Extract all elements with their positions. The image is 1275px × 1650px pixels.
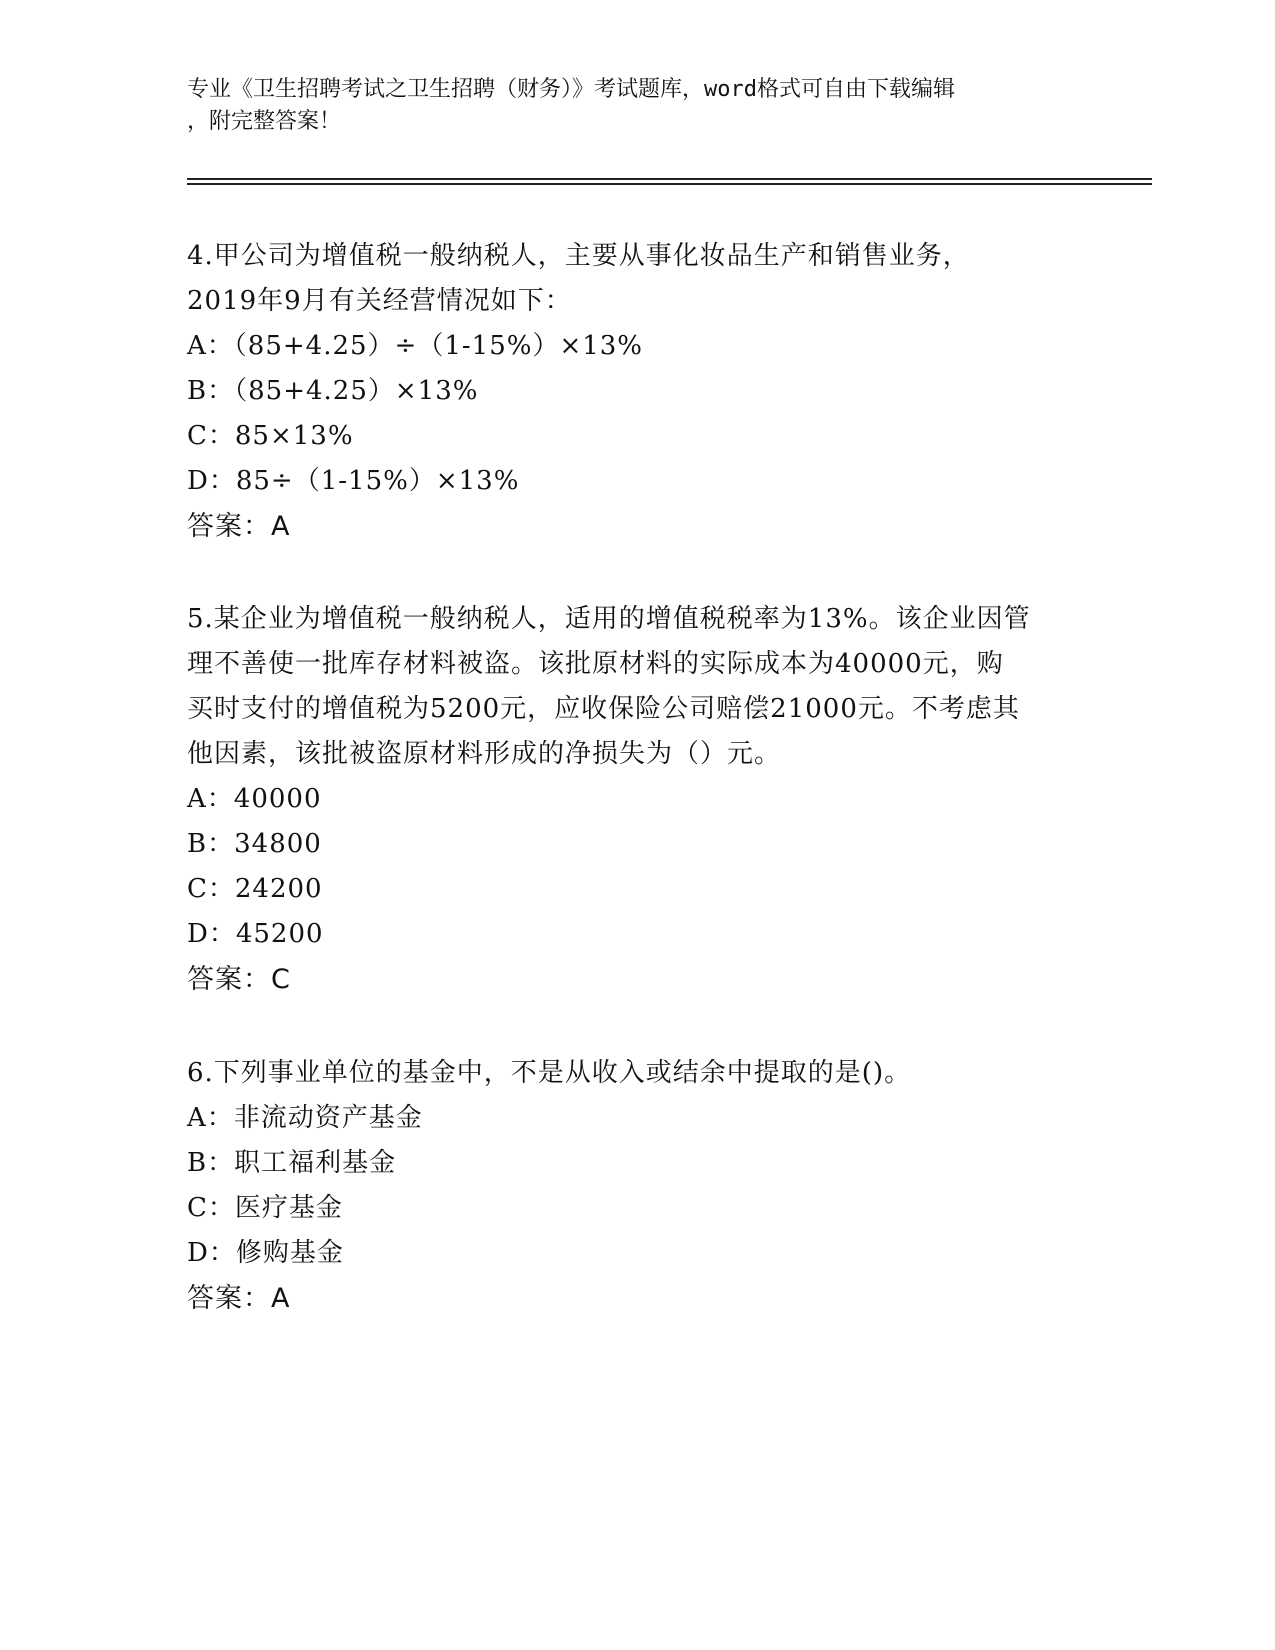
option-a: A：（85+4.25）÷（1-15%）×13% (187, 331, 644, 361)
header-divider (187, 178, 1152, 180)
option-b: B：职工福利基金 (187, 1148, 397, 1178)
option-c: C：医疗基金 (187, 1193, 343, 1223)
header-line: 专业《卫生招聘考试之卫生招聘（财务）》考试题库，word格式可自由下载编辑 (187, 77, 955, 102)
question-text: 买时支付的增值税为5200元，应收保险公司赔偿21000元。不考虑其 (187, 694, 1020, 724)
document-header (187, 74, 1087, 138)
option-b: B：（85+4.25）×13% (187, 376, 479, 406)
option-d: D：45200 (187, 919, 324, 949)
header-divider (187, 183, 1152, 185)
option-a: A：非流动资产基金 (187, 1103, 423, 1133)
option-b: B：34800 (187, 829, 322, 859)
header-line: ，附完整答案！ (187, 109, 342, 134)
option-c: C：85×13% (187, 421, 354, 451)
question-6 (187, 1051, 1087, 1321)
question-text: 4.甲公司为增值税一般纳税人，主要从事化妆品生产和销售业务， (187, 241, 970, 271)
option-d: D：修购基金 (187, 1238, 344, 1268)
question-5 (187, 597, 1087, 1002)
question-4 (187, 234, 1087, 549)
question-text: 理不善使一批库存材料被盗。该批原材料的实际成本为40000元，购 (187, 649, 1004, 679)
option-a: A：40000 (187, 784, 322, 814)
answer: 答案：A (187, 511, 291, 542)
answer: 答案：C (187, 964, 291, 995)
question-text: 5.某企业为增值税一般纳税人，适用的增值税税率为13%。该企业因管 (187, 604, 1031, 634)
option-d: D：85÷（1-15%）×13% (187, 466, 520, 496)
question-text: 他因素，该批被盗原材料形成的净损失为（）元。 (187, 739, 782, 769)
answer: 答案：A (187, 1283, 291, 1314)
question-text: 6.下列事业单位的基金中，不是从收入或结余中提取的是()。 (187, 1058, 912, 1088)
option-c: C：24200 (187, 874, 323, 904)
question-text: 2019年9月有关经营情况如下： (187, 286, 572, 316)
